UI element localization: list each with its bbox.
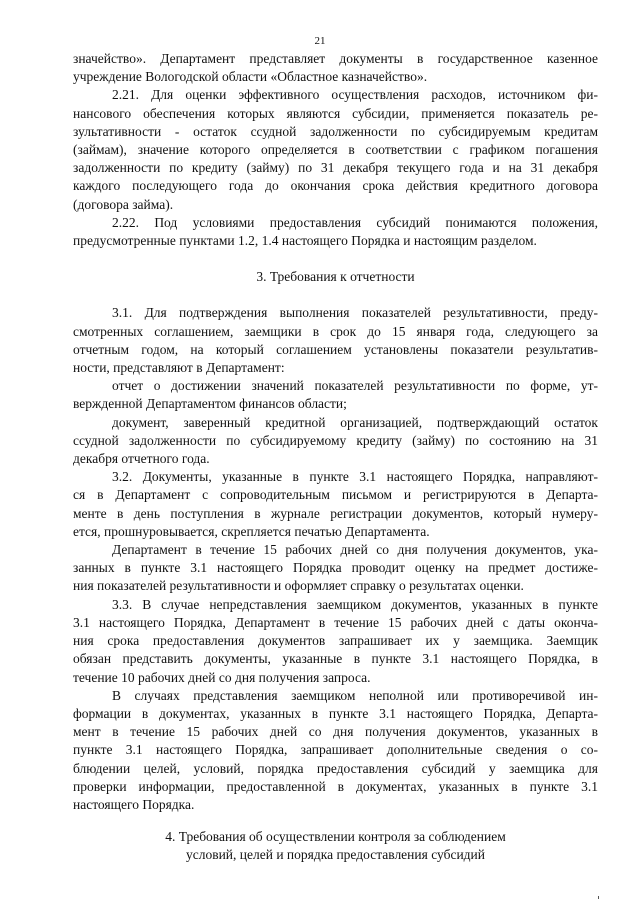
text-line: декабря отчетного года. <box>73 451 210 467</box>
section-heading: 3. Требования к отчетности <box>256 269 415 285</box>
text-line: течение 10 рабочих дней со дня получения запроса. <box>73 669 371 685</box>
text-line: ности, представляют в Департамент: <box>73 360 285 376</box>
text-line: (займам), значение которого определяется в соответствии с графиком погашения <box>73 142 598 158</box>
text-line: смотренных соглашением, заемщики в срок до 15 января года, следующего за <box>73 323 598 339</box>
text-line: менте в день поступления в журнале регистрации документов, который нумеру- <box>73 505 598 521</box>
spacer <box>73 814 598 828</box>
spacer <box>73 286 598 304</box>
text-line: 2.22. Под условиями предоставления субсидий понимаются положения, <box>112 214 598 230</box>
section-heading: условий, целей и порядка предоставления субсидий <box>185 847 485 863</box>
text-line: обязан представить документы, указанные в пункте 3.1 настоящего Порядка, в <box>73 651 598 667</box>
text-line: предусмотренные пунктами 1.2, 1.4 настоящего Порядка и настоящим разделом. <box>73 233 537 249</box>
text-line: ссудной задолженности по субсидируемому кредиту (займу) по состоянию на 31 <box>73 432 598 448</box>
text-line: блюдении целей, условий, порядка предоставления субсидий у заемщика для <box>73 760 598 776</box>
text-line: нансового обеспечения которых являются субсидии, применяется показатель ре- <box>73 105 598 121</box>
page-number: 21 <box>314 35 326 47</box>
text-line: (договора займа). <box>73 196 174 212</box>
text-line: 3.3. В случае непредставления заемщиком документов, указанных в пункте <box>112 596 598 612</box>
text-line: формации в документах, указанных в пункте 3.1 настоящего Порядка, Департа- <box>73 705 598 721</box>
text-line: отчетным годом, на который соглашением установлены показатели результатив- <box>73 341 598 357</box>
text-line: 2.21. Для оценки эффективного осуществления расходов, источником фи- <box>112 87 598 103</box>
text-line: учреждение Вологодской области «Областное казначейство». <box>73 69 428 85</box>
scan-mark <box>598 896 599 899</box>
text-line: задолженности по кредиту (займу) по 31 декабря текущего года и на 31 декабря <box>73 160 598 176</box>
text-line: В случаях представления заемщиком неполной или противоречивой ин- <box>112 687 598 703</box>
text-line: ся в Департамент с сопроводительным письмом и регистрируются в Департа- <box>73 487 598 503</box>
text-line: 3.1 настоящего Порядка, Департамент в течение 15 рабочих дней с даты оконча- <box>73 614 598 630</box>
text-line: Департамент в течение 15 рабочих дней со дня получения документов, ука- <box>112 542 598 558</box>
text-line: проверки информации, предоставленной в документах, указанных в пункте 3.1 <box>73 778 598 794</box>
text-line: настоящего Порядка. <box>73 796 195 812</box>
text-line: 3.1. Для подтверждения выполнения показателей результативности, преду- <box>112 305 598 321</box>
text-line: значейство». Департамент представляет документы в государственное казенное <box>73 51 598 66</box>
text-line: ния показателей результативности и оформляет справку о результатах оценки. <box>73 578 524 594</box>
document-body <box>73 50 598 865</box>
text-line: документ, заверенный кредитной организацией, подтверждающий остаток <box>112 414 598 430</box>
text-line: ния срока предоставления документов запрашивает их у заемщика. Заемщик <box>73 633 598 649</box>
section-heading: 4. Требования об осуществлении контроля за соблюдением <box>165 829 506 845</box>
text-line: пункте 3.1 настоящего Порядка, запрашивает дополнительные сведения о со- <box>73 742 598 758</box>
text-line: занных в пункте 3.1 настоящего Порядка проводит оценку на предмет достиже- <box>73 560 598 576</box>
text-line: каждого последующего года до окончания срока действия кредитного договора <box>73 178 598 194</box>
text-line: вержденной Департаментом финансов области; <box>73 396 347 412</box>
text-line: мент в течение 15 рабочих дней со дня получения документов, указанных в <box>73 724 598 740</box>
text-line: отчет о достижении значений показателей результативности по форме, ут- <box>112 378 598 394</box>
text-line: 3.2. Документы, указанные в пункте 3.1 настоящего Порядка, направляют- <box>112 469 598 485</box>
text-line: ется, прошнуровывается, скрепляется печатью Департамента. <box>73 523 430 539</box>
text-line: зультативности - остаток ссудной задолженности по субсидируемым кредитам <box>73 123 598 139</box>
spacer <box>73 250 598 268</box>
